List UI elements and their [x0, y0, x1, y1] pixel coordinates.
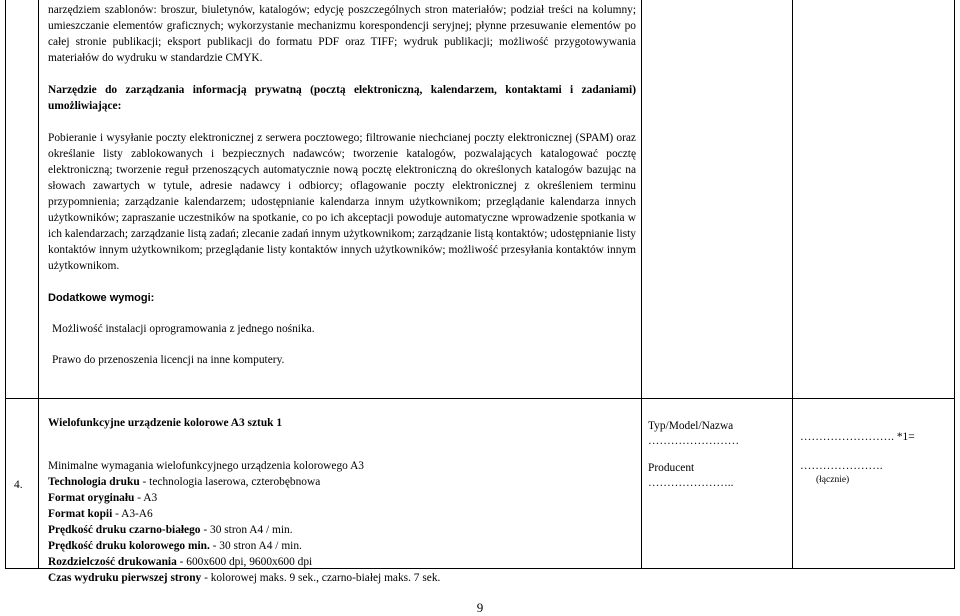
extra-item-2: Prawo do przenoszenia licencji na inne komputery. — [52, 354, 285, 366]
total-input[interactable]: …………………. — [800, 460, 883, 472]
tool-heading: Narzędzie do zarządzania informacją prywatną (pocztą elektroniczną, kalendarzem, kontaktami i zadaniami) umożliwiające: — [48, 84, 636, 112]
price-input[interactable]: ……………………. *1= — [800, 431, 915, 443]
spec-value: - 30 stron A4 / min. — [209, 540, 302, 552]
row-number: 4. — [14, 479, 23, 491]
grid-line-col1 — [38, 0, 39, 568]
extra-item-1: Możliwość instalacji oprogramowania z jednego nośnika. — [52, 323, 315, 335]
min-requirements: Minimalne wymagania wielofunkcyjnego urządzenia kolorowego A3 — [48, 460, 364, 472]
grid-line-left — [5, 0, 6, 398]
spec-item — [48, 474, 636, 490]
spec-label: Prędkość druku kolorowego min. — [48, 540, 210, 552]
producer-input[interactable]: ………………….. — [648, 477, 734, 489]
spec-value: - 600x600 dpi, 9600x600 dpi — [176, 556, 313, 568]
spec-item — [48, 490, 636, 506]
grid-line-col3 — [792, 0, 793, 568]
page-number: 9 — [476, 600, 484, 615]
spec-label: Prędkość druku czarno-białego — [48, 524, 201, 536]
spec-label: Czas wydruku pierwszej strony — [48, 572, 202, 584]
spec-label: Format kopii — [48, 508, 113, 520]
spec-label: Format oryginału — [48, 492, 135, 504]
spec-item — [48, 522, 636, 538]
grid-line-col2 — [641, 0, 642, 568]
extra-requirements — [48, 290, 636, 306]
tool-paragraph: Pobieranie i wysyłanie poczty elektronicznej z serwera pocztowego; filtrowanie niechcianej poczty elektronicznej (SPAM) oraz określanie listy zablokowanych i bezpiecznych nadawców; tworzenie katalogów, pozwalających katalogować pocztę elektroniczną; tworzenie reguł przenoszących automatycznie nową pocztę elektroniczną do określonych katalogów bazując na słowach zawartych w tytule, adresie nadawcy i odbiorcy; oflagowanie poczty elektronicznej z określeniem terminu przypomnienia; zarządzanie kalendarzem; udostępnianie kalendarza innym użytkownikom; przeglądanie kalendarza innych użytkowników; zapraszanie uczestników na spotkanie, co po ich akceptacji powoduje automatyczne wprowadzenie spotkania w ich kalendarzach; zarządzanie listą zadań; zlecanie zadań innym użytkownikom; zarządzanie listą kontaktów; udostępnianie listy kontaktów innym użytkownikom; przeglądanie listy kontaktów innych użytkowników; możliwość przesyłania kontaktów innym użytkownikom. — [48, 132, 636, 272]
total-label: (łącznie) — [816, 475, 850, 485]
grid-line-right — [954, 0, 955, 568]
producer-label: Producent — [648, 462, 695, 474]
spec-value: - 30 stron A4 / min. — [200, 524, 293, 536]
spec-item — [48, 506, 636, 522]
spec-value: - A3 — [134, 492, 158, 504]
extra-heading: Dodatkowe wymogi: — [48, 292, 155, 304]
intro-paragraph: narzędziem szablonów: broszur, biuletynów, katalogów; edycję poszczególnych stron materiałów; podział treści na kolumny; umieszczanie elementów graficznych; wykorzystanie mechanizmu korespondencji seryjnej; płynne przesuwanie elementów po całej stronie publikacji; eksport publikacji do formatu PDF oraz TIFF; wydruk publikacji; możliwość przygotowywania materiałów do wydruku w standardzie CMYK. — [48, 4, 636, 64]
spec-label: Technologia druku — [48, 476, 140, 488]
section1-content — [48, 2, 636, 274]
spec-value: - A3-A6 — [112, 508, 153, 520]
model-label: Typ/Model/Nazwa — [648, 420, 734, 432]
row-divider — [5, 398, 955, 399]
device-title: Wielofunkcyjne urządzenie kolorowe A3 sztuk 1 — [48, 417, 283, 429]
spec-label: Rozdzielczość drukowania — [48, 556, 177, 568]
spec-value: - kolorowej maks. 9 sek., czarno-białej maks. 7 sek. — [201, 572, 441, 584]
model-input[interactable]: …………………… — [648, 435, 740, 447]
spec-value: - technologia laserowa, czterobębnowa — [139, 476, 321, 488]
grid-line-left-row2 — [5, 398, 6, 568]
spec-item — [48, 570, 636, 586]
spec-item — [48, 538, 636, 554]
spec-item — [48, 554, 636, 570]
device-specs — [48, 458, 636, 586]
